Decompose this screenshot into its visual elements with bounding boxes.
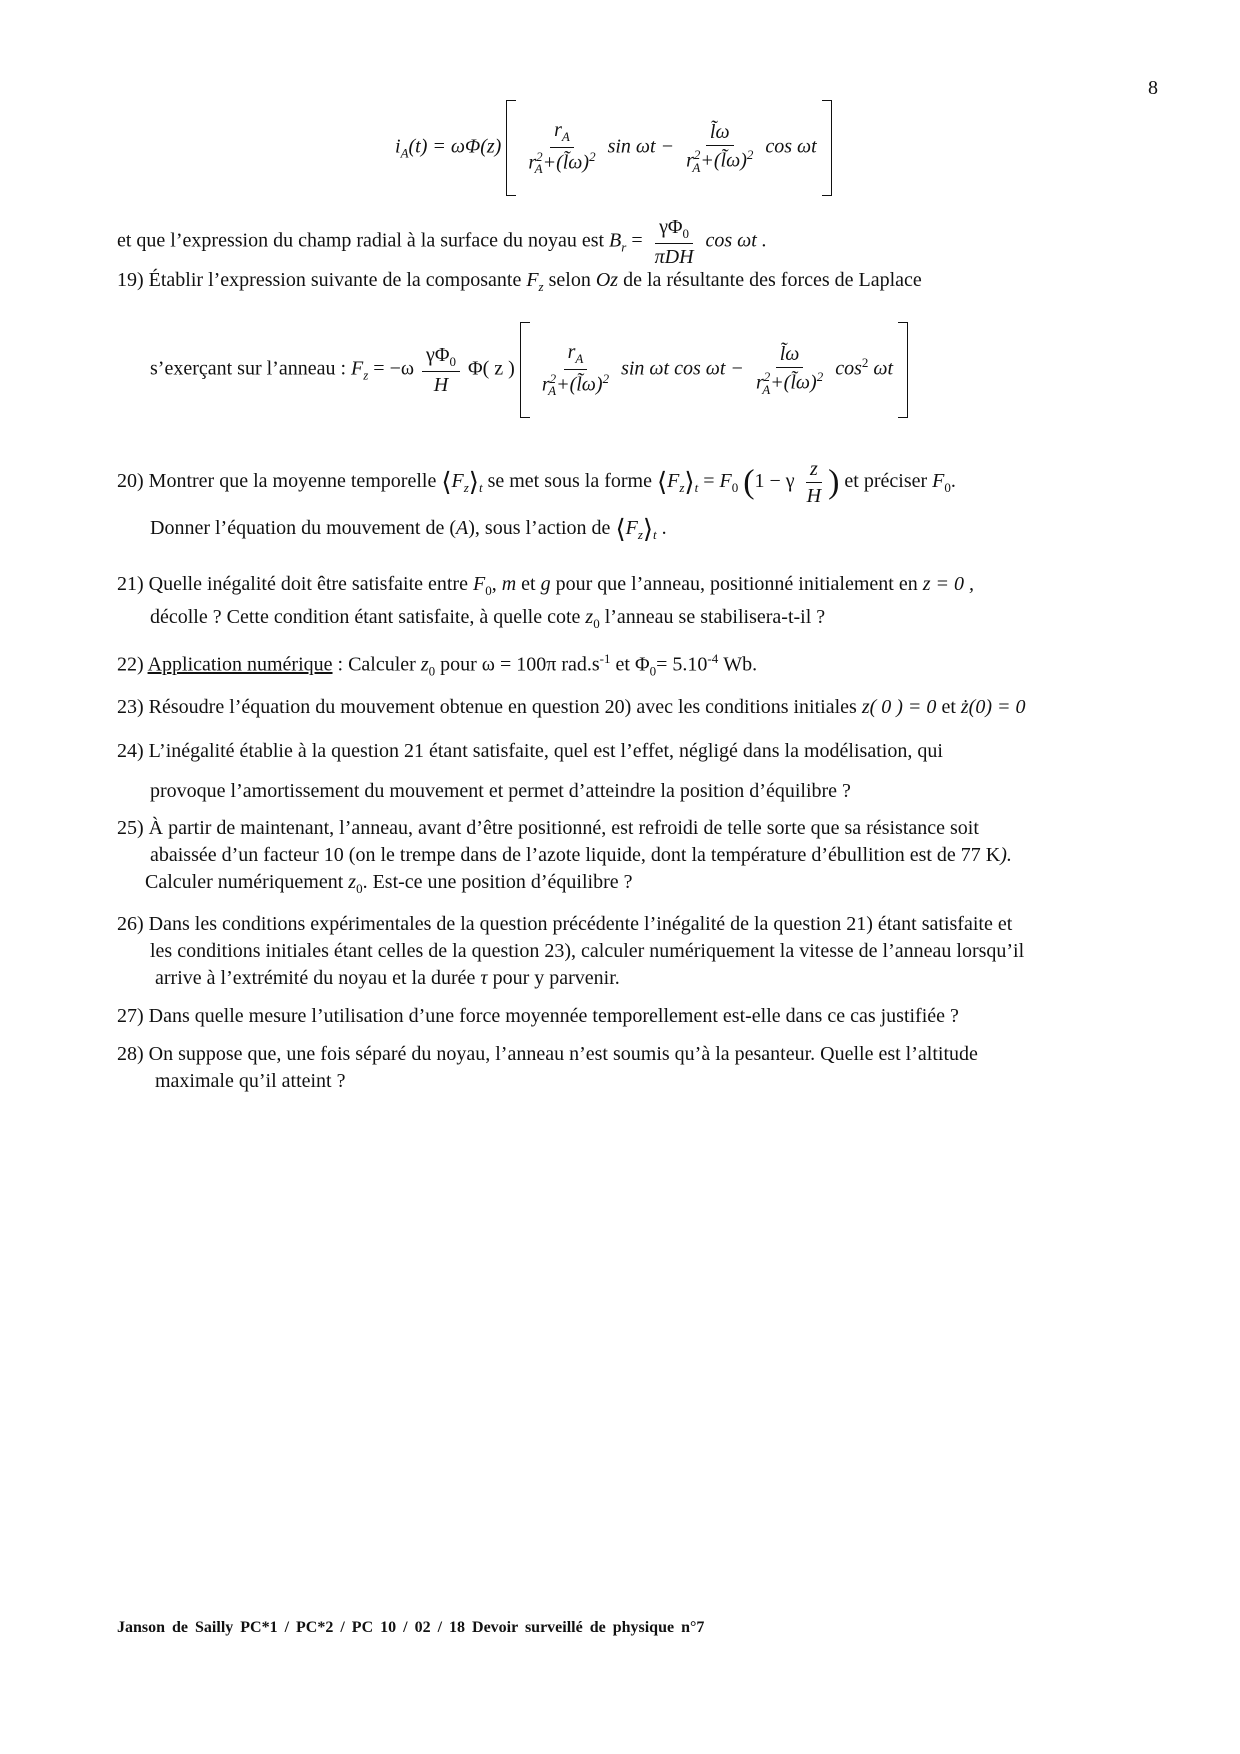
equation-ia: $i_A(t) = \omega\Phi(z)$ $\frac{r_A}{r^2_A+(l̃\omega)^2}$ sin ωt − $\frac{l̃\omega}{r^2_A+(l̃\omega)^2}$ cos ωt: [395, 100, 832, 196]
question-25-line3: Calculer numériquement $z_0$. Est-ce une position d’équilibre ?: [145, 871, 633, 896]
question-27: 27) Dans quelle mesure l’utilisation d’une force moyennée temporellement est-elle dans ce cas justifiée ?: [117, 1005, 959, 1027]
question-21: 21) Quelle inégalité doit être satisfaite entre $F_0$, m et g pour que l’anneau, positionné initialement en z = 0 ,: [117, 573, 974, 598]
question-28: 28) On suppose que, une fois séparé du noyau, l’anneau n’est soumis qu’à la pesanteur. Quelle est l’altitude: [117, 1043, 978, 1065]
question-24: 24) L’inégalité établie à la question 21 étant satisfaite, quel est l’effet, négligé dans la modélisation, qui: [117, 740, 943, 762]
question-23: 23) Résoudre l’équation du mouvement obtenue en question 20) avec les conditions initiales z( 0 ) = 0 et ż(0) = 0: [117, 696, 1026, 718]
question-26-line2: les conditions initiales étant celles de la question 23), calculer numériquement la vitesse de l’anneau lorsqu’il: [150, 940, 1025, 962]
question-19: 19) Établir l’expression suivante de la composante $F_z$ selon Oz de la résultante des forces de Laplace: [117, 269, 922, 294]
question-28-continued: maximale qu’il atteint ?: [155, 1070, 346, 1092]
question-21-continued: décolle ? Cette condition étant satisfaite, à quelle cote $z_0$ l’anneau se stabilisera-t-il ?: [150, 606, 826, 631]
question-20-continued: Donner l’équation du mouvement de (A), sous l’action de $⟨F_z⟩_t$ .: [150, 514, 667, 544]
line-br: et que l’expression du champ radial à la surface du noyau est $B_r$ = $\frac{\gamma\Phi_0}{\text{πDH}}$ cos ωt .: [117, 216, 767, 269]
question-24-continued: provoque l’amortissement du mouvement et permet d’atteindre la position d’équilibre ?: [150, 780, 851, 802]
question-25-line2: abaissée d’un facteur 10 (on le trempe dans de l’azote liquide, dont la température d’ébullition est de 77 K).: [150, 844, 1012, 866]
question-25: 25) À partir de maintenant, l’anneau, avant d’être positionné, est refroidi de telle sorte que sa résistance soit: [117, 817, 979, 839]
page-number: 8: [1148, 77, 1158, 99]
footer: Janson de Sailly PC*1 / PC*2 / PC 10 / 02 / 18 Devoir surveillé de physique n°7: [117, 1619, 705, 1636]
equation-fz: s’exerçant sur l’anneau : $F_z = -\omega$ $\frac{\gamma\Phi_0}{H}$ Φ( z ) $\frac{r_A}{r^2_A+(l̃\omega)^2}$ sin ωt cos ωt − $\frac{l̃\omega}{r^2_A+(l̃\omega)^2}$ $\cos^2 \omega t$: [150, 322, 908, 418]
question-26: 26) Dans les conditions expérimentales de la question précédente l’inégalité de la question 21) étant satisfaite et: [117, 913, 1013, 935]
question-22: 22) Application numérique : Calculer $z_0$ pour ω = 100π $rad.s^{-1}$ et $\Phi_0= 5.10^{-4}$ Wb.: [117, 651, 758, 679]
question-20: 20) Montrer que la moyenne temporelle $⟨F_z⟩_t$ se met sous la forme $⟨F_z⟩_t = F_0$ (1 − γ $\frac{z}{H}$ ) et préciser $F_0$.: [117, 458, 956, 507]
question-26-line3: arrive à l’extrémité du noyau et la durée τ pour y parvenir.: [155, 967, 620, 989]
